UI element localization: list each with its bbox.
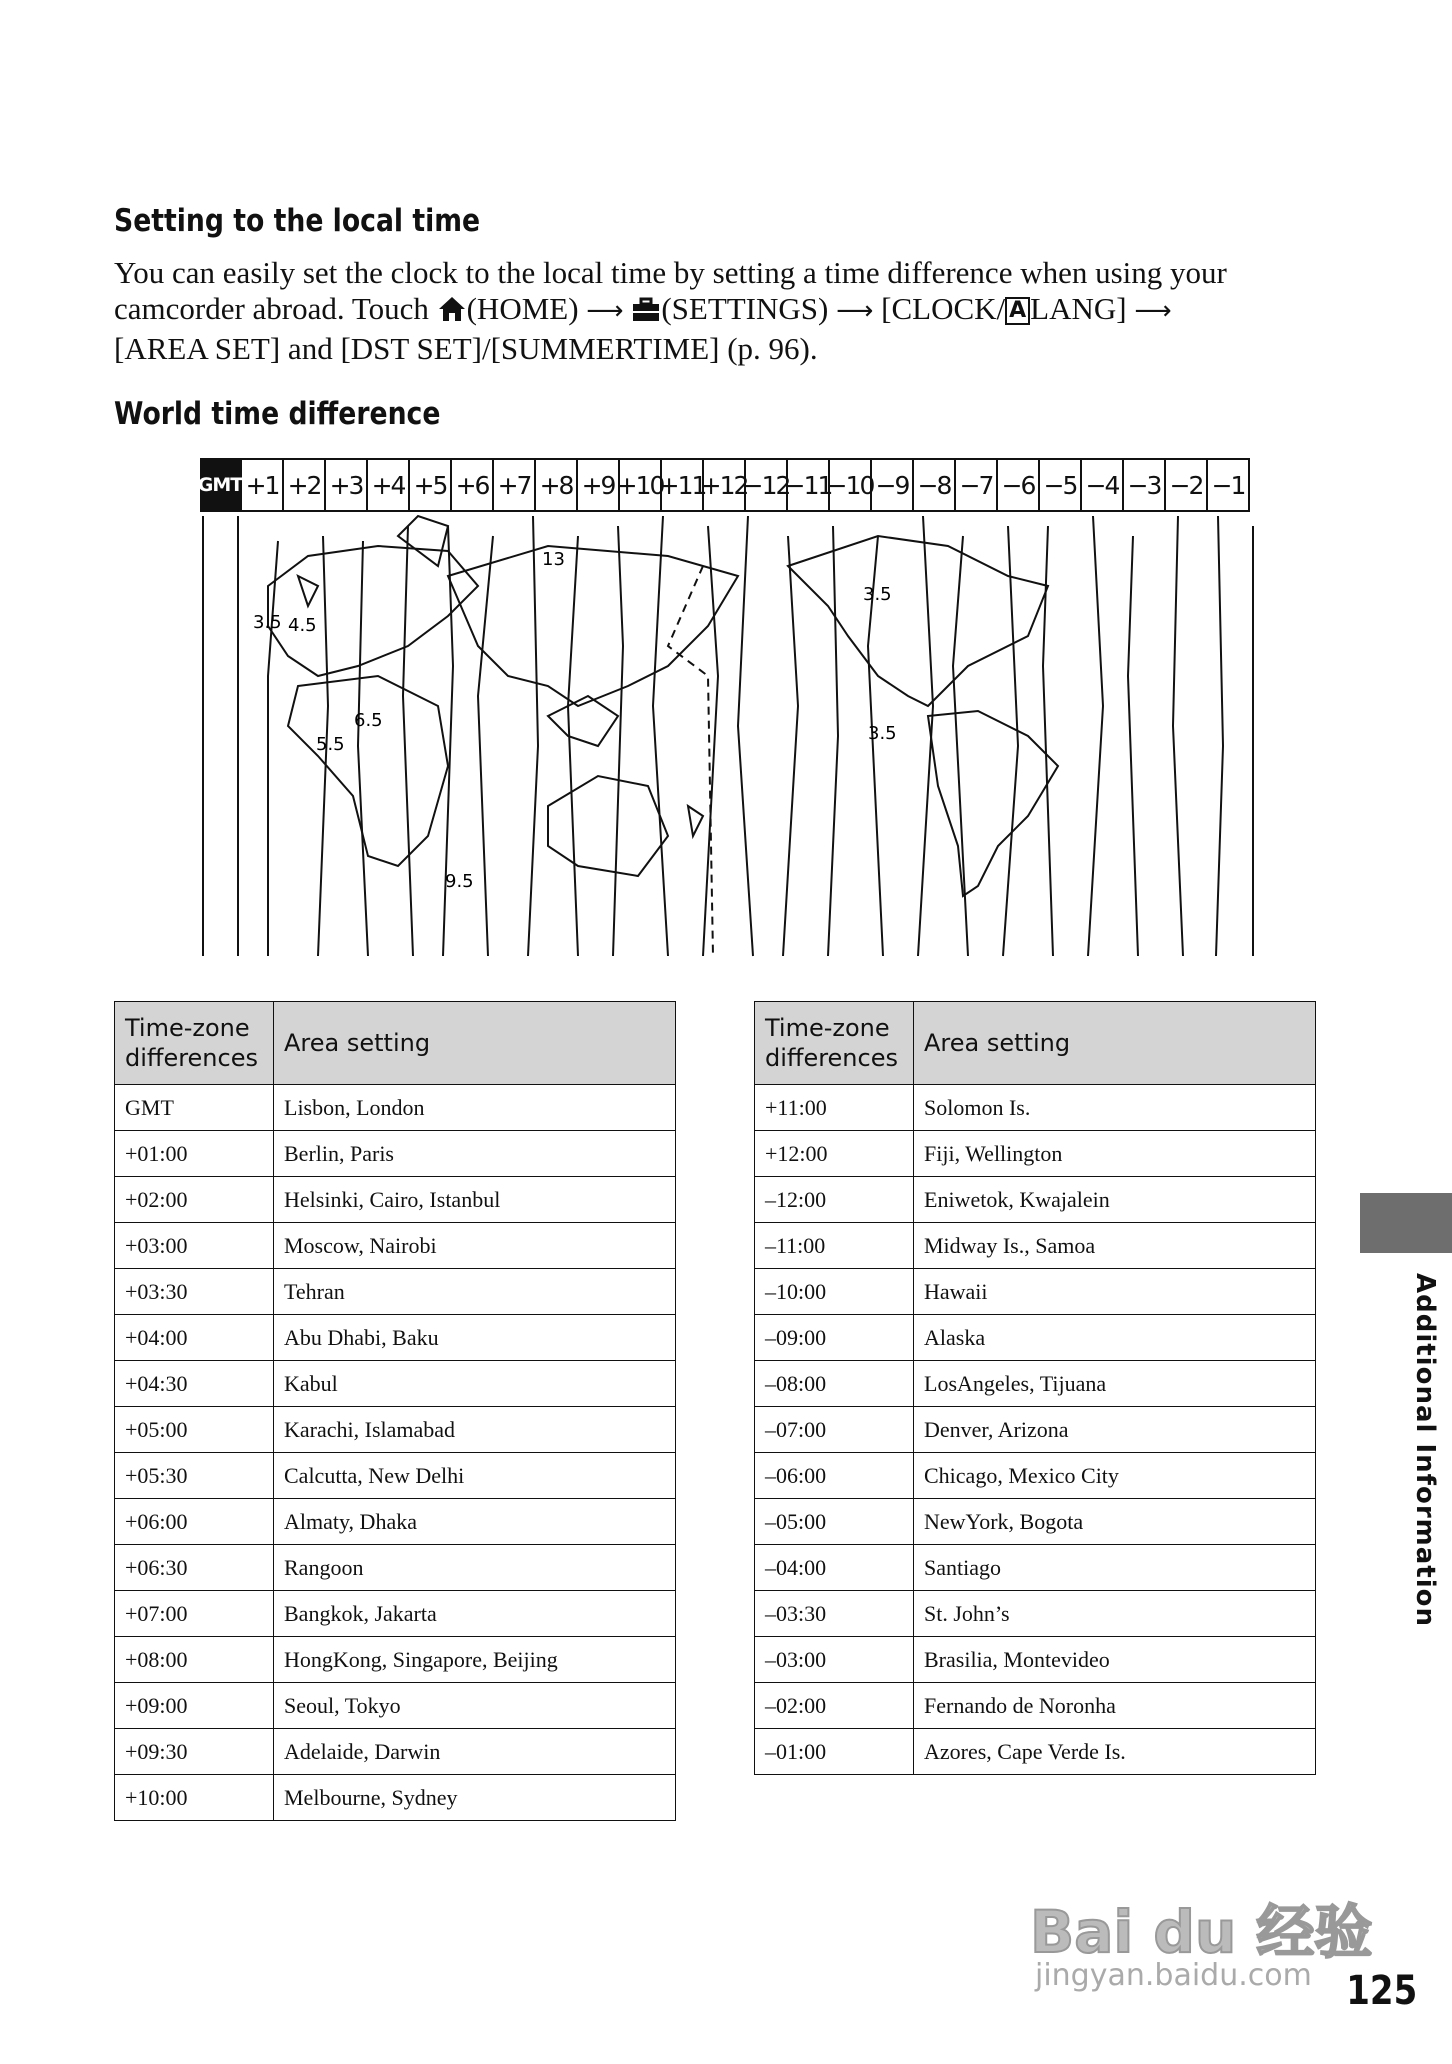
watermark-url: jingyan.baidu.com <box>1035 1958 1312 1993</box>
zone-cell: −1 <box>1208 460 1250 510</box>
area-cell: Brasilia, Montevideo <box>914 1637 1316 1683</box>
zone-cell: −2 <box>1166 460 1208 510</box>
area-cell: NewYork, Bogota <box>914 1499 1316 1545</box>
zone-cell: −6 <box>998 460 1040 510</box>
area-cell: Santiago <box>914 1545 1316 1591</box>
map-label: 3.5 <box>253 612 282 633</box>
time-zone-cell: +06:30 <box>115 1545 274 1591</box>
area-cell: Lisbon, London <box>274 1085 676 1131</box>
watermark-logo: Bai du 经验 <box>1030 1898 1373 1966</box>
area-cell: Chicago, Mexico City <box>914 1453 1316 1499</box>
area-cell: Seoul, Tokyo <box>274 1683 676 1729</box>
time-zone-cell: GMT <box>115 1085 274 1131</box>
area-cell: Fiji, Wellington <box>914 1131 1316 1177</box>
area-cell: Helsinki, Cairo, Istanbul <box>274 1177 676 1223</box>
table-row <box>115 1131 676 1177</box>
zone-cell: +1 <box>242 460 284 510</box>
map-label: 6.5 <box>354 710 383 731</box>
time-zone-cell: –07:00 <box>755 1407 914 1453</box>
time-zone-cell: +09:30 <box>115 1729 274 1775</box>
time-zone-cell: +04:30 <box>115 1361 274 1407</box>
time-zone-cell: +01:00 <box>115 1131 274 1177</box>
table-row <box>115 1637 676 1683</box>
table-row <box>755 1361 1316 1407</box>
area-cell: Fernando de Noronha <box>914 1683 1316 1729</box>
area-cell: LosAngeles, Tijuana <box>914 1361 1316 1407</box>
table-row <box>115 1315 676 1361</box>
zone-cell: −11 <box>788 460 830 510</box>
header-area-setting: Area setting <box>274 1002 676 1085</box>
map-label: 13 <box>542 549 565 570</box>
table-row <box>115 1683 676 1729</box>
map-label: 3.5 <box>868 723 897 744</box>
zone-cell: +4 <box>368 460 410 510</box>
table-row <box>755 1269 1316 1315</box>
time-zone-cell: –02:00 <box>755 1683 914 1729</box>
time-zone-cell: +05:00 <box>115 1407 274 1453</box>
table-row <box>115 1269 676 1315</box>
area-cell: Adelaide, Darwin <box>274 1729 676 1775</box>
time-zone-cell: +03:00 <box>115 1223 274 1269</box>
area-cell: Melbourne, Sydney <box>274 1775 676 1821</box>
local-time-paragraph <box>114 255 1274 367</box>
time-zone-cell: –05:00 <box>755 1499 914 1545</box>
zone-cell: −10 <box>830 460 872 510</box>
zone-cell: +11 <box>662 460 704 510</box>
area-cell: Rangoon <box>274 1545 676 1591</box>
zone-cell: −8 <box>914 460 956 510</box>
zone-cell: +7 <box>494 460 536 510</box>
table-row <box>115 1223 676 1269</box>
table-row <box>755 1223 1316 1269</box>
time-zone-cell: +06:00 <box>115 1499 274 1545</box>
table-row <box>755 1131 1316 1177</box>
table-row <box>115 1729 676 1775</box>
area-cell: Eniwetok, Kwajalein <box>914 1177 1316 1223</box>
zone-cell: −3 <box>1124 460 1166 510</box>
time-zone-cell: –06:00 <box>755 1453 914 1499</box>
time-zone-cell: –03:30 <box>755 1591 914 1637</box>
time-zone-cell: –03:00 <box>755 1637 914 1683</box>
table-row <box>755 1453 1316 1499</box>
area-cell: HongKong, Singapore, Beijing <box>274 1637 676 1683</box>
area-cell: Moscow, Nairobi <box>274 1223 676 1269</box>
page-number: 125 <box>1346 1968 1418 2014</box>
time-zone-cell: +11:00 <box>755 1085 914 1131</box>
map-label: 4.5 <box>288 615 317 636</box>
area-cell: Bangkok, Jakarta <box>274 1591 676 1637</box>
section-side-label: Additional Information <box>1410 1273 1440 1628</box>
table-row <box>115 1453 676 1499</box>
zone-cell: +10 <box>620 460 662 510</box>
time-zone-cell: +12:00 <box>755 1131 914 1177</box>
section-tab-marker <box>1360 1193 1452 1253</box>
zone-cell: +2 <box>284 460 326 510</box>
zone-cell: −12 <box>746 460 788 510</box>
area-cell: Berlin, Paris <box>274 1131 676 1177</box>
header-time-zone: Time-zone differences <box>755 1002 914 1085</box>
zone-cell: −9 <box>872 460 914 510</box>
table-row <box>115 1775 676 1821</box>
section-title-world-time: World time difference <box>114 396 441 432</box>
table-row <box>115 1361 676 1407</box>
map-label: 5.5 <box>316 734 345 755</box>
map-label: 3.5 <box>863 584 892 605</box>
time-zone-cell: +02:00 <box>115 1177 274 1223</box>
table-row <box>115 1545 676 1591</box>
para-line-3: [AREA SET] and [DST SET]/[SUMMERTIME] (p. 96). <box>114 331 818 366</box>
table-row <box>755 1407 1316 1453</box>
table-row <box>755 1177 1316 1223</box>
time-zone-cell: –08:00 <box>755 1361 914 1407</box>
table-row <box>115 1085 676 1131</box>
zone-cell: +9 <box>578 460 620 510</box>
map-label: 9.5 <box>445 871 474 892</box>
header-time-zone: Time-zone differences <box>115 1002 274 1085</box>
time-zone-cell: +09:00 <box>115 1683 274 1729</box>
time-zone-cell: –10:00 <box>755 1269 914 1315</box>
time-zone-cell: +04:00 <box>115 1315 274 1361</box>
toolbox-settings-icon <box>631 295 661 331</box>
area-cell: Azores, Cape Verde Is. <box>914 1729 1316 1775</box>
table-row <box>755 1085 1316 1131</box>
zone-cell: +5 <box>410 460 452 510</box>
zone-cell: +6 <box>452 460 494 510</box>
time-zone-cell: –11:00 <box>755 1223 914 1269</box>
area-cell: Kabul <box>274 1361 676 1407</box>
zone-gmt: GMT <box>200 460 242 510</box>
area-cell: Hawaii <box>914 1269 1316 1315</box>
time-zone-table-left <box>114 1001 676 1821</box>
table-row <box>755 1591 1316 1637</box>
table-row <box>115 1499 676 1545</box>
zone-cell: −5 <box>1040 460 1082 510</box>
time-zone-cell: –04:00 <box>755 1545 914 1591</box>
para-line-1: You can easily set the clock to the local time by setting a time difference when using your <box>114 255 1227 290</box>
table-row <box>755 1315 1316 1361</box>
time-zone-cell: +03:30 <box>115 1269 274 1315</box>
area-cell: Alaska <box>914 1315 1316 1361</box>
area-cell: Midway Is., Samoa <box>914 1223 1316 1269</box>
area-cell: Solomon Is. <box>914 1085 1316 1131</box>
area-cell: Tehran <box>274 1269 676 1315</box>
header-area-setting: Area setting <box>914 1002 1316 1085</box>
time-zone-cell: –01:00 <box>755 1729 914 1775</box>
arrow-icon: ⟶ <box>836 296 874 326</box>
table-row <box>115 1591 676 1637</box>
arrow-icon: ⟶ <box>586 296 624 326</box>
zone-cell: +3 <box>326 460 368 510</box>
arrow-icon: ⟶ <box>1134 296 1172 326</box>
table-row <box>755 1499 1316 1545</box>
time-zone-cell: +08:00 <box>115 1637 274 1683</box>
zone-cell: −4 <box>1082 460 1124 510</box>
table-row <box>115 1177 676 1223</box>
area-cell: Abu Dhabi, Baku <box>274 1315 676 1361</box>
language-a-icon: A <box>1005 297 1030 325</box>
zone-cell: −7 <box>956 460 998 510</box>
area-cell: Almaty, Dhaka <box>274 1499 676 1545</box>
section-title-local-time: Setting to the local time <box>114 203 481 239</box>
zone-cell: +12 <box>704 460 746 510</box>
world-time-zone-map <box>148 446 1278 966</box>
table-row <box>755 1683 1316 1729</box>
area-cell: Denver, Arizona <box>914 1407 1316 1453</box>
area-cell: Karachi, Islamabad <box>274 1407 676 1453</box>
time-zone-cell: +10:00 <box>115 1775 274 1821</box>
table-row <box>755 1545 1316 1591</box>
table-row <box>755 1637 1316 1683</box>
time-zone-cell: +07:00 <box>115 1591 274 1637</box>
table-row <box>115 1407 676 1453</box>
time-zone-table-right <box>754 1001 1316 1775</box>
table-row <box>755 1729 1316 1775</box>
zone-cell: +8 <box>536 460 578 510</box>
time-zone-cell: –12:00 <box>755 1177 914 1223</box>
time-zone-cell: –09:00 <box>755 1315 914 1361</box>
time-zone-strip <box>197 458 1250 512</box>
home-icon <box>437 295 467 331</box>
area-cell: St. John’s <box>914 1591 1316 1637</box>
time-zone-cell: +05:30 <box>115 1453 274 1499</box>
para-line-2: camcorder abroad. Touch (HOME) ⟶ (SETTINGS) ⟶ [CLOCK/ A LANG] ⟶ <box>114 291 1172 326</box>
area-cell: Calcutta, New Delhi <box>274 1453 676 1499</box>
